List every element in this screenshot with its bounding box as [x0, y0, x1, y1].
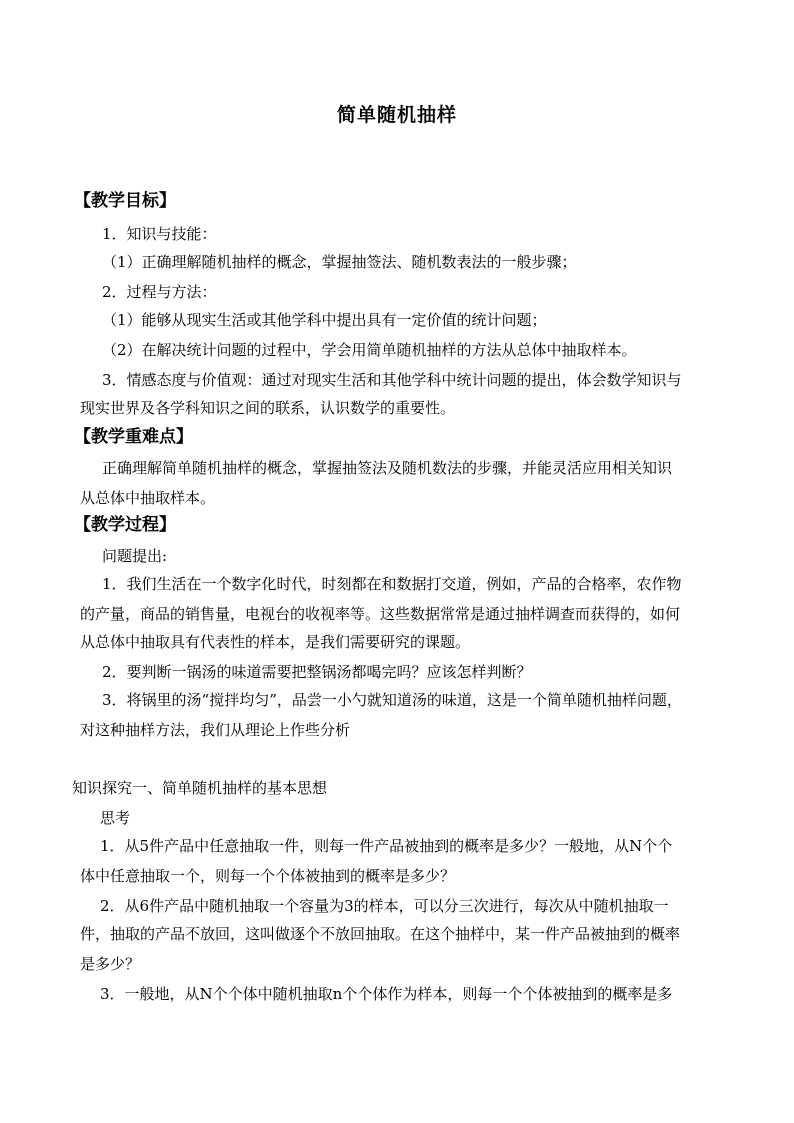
process-line: 从总体中抽取具有代表性的样本，是我们需要研究的课题。: [80, 633, 471, 651]
objectives-heading: 【教学目标】: [74, 191, 176, 211]
process-line: 的产量，商品的销售量，电视台的收视率等。这些数据常常是通过抽样调查而获得的，如何: [80, 605, 681, 623]
objectives-line: （1）正确理解随机抽样的概念，掌握抽签法、随机数表法的一般步骤；: [102, 253, 577, 271]
objectives-line: 3．情感态度与价值观：通过对现实生活和其他学科中统计问题的提出，体会数学知识与: [102, 371, 682, 389]
objectives-line: 现实世界及各学科知识之间的联系，认识数学的重要性。: [80, 399, 456, 417]
explore-line: 体中任意抽取一个，则每一个个体被抽到的概率是多少？: [80, 867, 456, 885]
process-line: 1．我们生活在一个数字化时代，时刻都在和数据打交道，例如，产品的合格率，农作物: [102, 575, 682, 593]
process-heading: 【教学过程】: [74, 515, 176, 535]
key-points-line: 从总体中抽取样本。: [80, 489, 216, 507]
key-points-line: 正确理解简单随机抽样的概念，掌握抽签法及随机数法的步骤，并能灵活应用相关知识: [102, 459, 673, 477]
process-line: 问题提出:: [102, 547, 168, 565]
process-line: 3．将锅里的汤“搅拌均匀”，品尝一小勺就知道汤的味道，这是一个简单随机抽样问题，: [102, 691, 682, 709]
explore-line: 2．从6件产品中随机抽取一个容量为3的样本，可以分三次进行，每次从中随机抽取一: [100, 897, 669, 915]
explore-line: 思考: [100, 809, 131, 827]
document-title: 简单随机抽样: [336, 104, 457, 126]
explore-line: 是多少？: [80, 955, 141, 973]
objectives-line: 2．过程与方法：: [102, 283, 217, 301]
explore-line: 件，抽取的产品不放回，这叫做逐个不放回抽取。在这个抽样中，某一件产品被抽到的概率: [80, 925, 681, 943]
objectives-line: （1）能够从现实生活或其他学科中提出具有一定价值的统计问题；: [102, 311, 547, 329]
process-line: 对这种抽样方法，我们从理论上作些分析: [80, 721, 351, 739]
explore-line: 1．从5件产品中任意抽取一件，则每一件产品被抽到的概率是多少？一般地，从N个个: [100, 837, 673, 855]
key-points-heading: 【教学重难点】: [74, 427, 193, 447]
objectives-line: （2）在解决统计问题的过程中，学会用简单随机抽样的方法从总体中抽取样本。: [102, 341, 637, 359]
process-line: 2．要判断一锅汤的味道需要把整锅汤都喝完吗？应该怎样判断？: [102, 663, 532, 681]
explore-heading: 知识探究一、简单随机抽样的基本思想: [72, 779, 328, 797]
objectives-line: 1．知识与技能：: [102, 225, 217, 243]
explore-line: 3．一般地，从N个个体中随机抽取n个个体作为样本，则每一个个体被抽到的概率是多: [100, 985, 673, 1003]
